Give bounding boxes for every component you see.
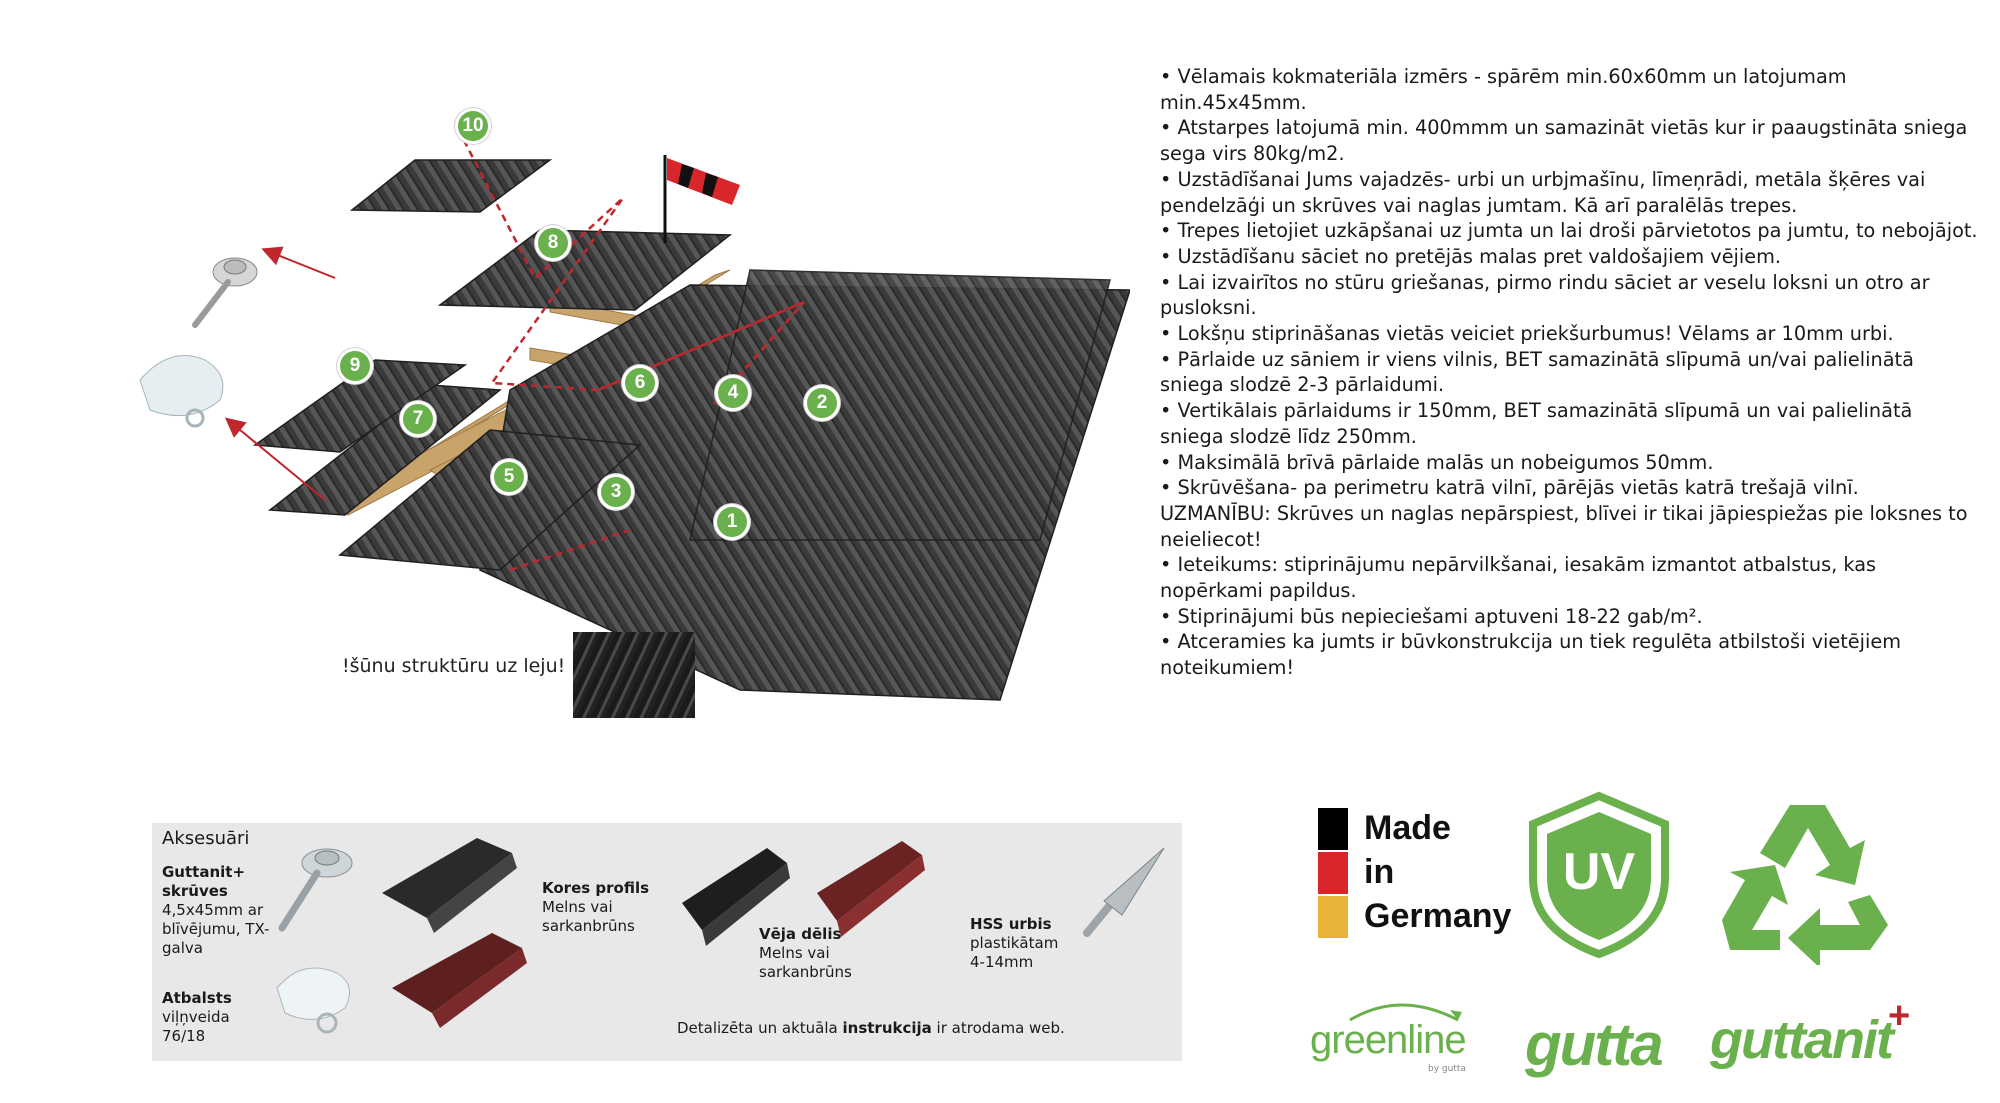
step-5: 5 xyxy=(491,459,527,495)
instruction-line: • Uzstādīšanai Jums vajadzēs- urbi un urbjmašīnu, līmeņrādi, metāla šķēres vai pendelzāģi un skrūves vai naglas jumtam. Kā arī paralēlās trepes. xyxy=(1160,167,1926,217)
roof-installation-diagram xyxy=(130,100,1130,720)
step-4: 4 xyxy=(715,375,751,411)
web-note-bold: instrukcija xyxy=(842,1019,932,1037)
guttanit-logo xyxy=(1710,995,1910,1075)
drill-description: plastikātam 4-14mm xyxy=(970,934,1059,971)
gutta-text: gutta xyxy=(1525,1011,1662,1078)
seam-orientation-note: !šūnu struktūru uz leju! xyxy=(342,655,566,677)
warning-line: UZMANĪBU: Skrūves un naglas nepārspiest, blīvei ir tikai jāpiespiežas pie loksnes to neieliecot! xyxy=(1160,501,1968,551)
guttanit-plus-icon: + xyxy=(1888,995,1911,1037)
uv-label: UV xyxy=(1562,843,1636,901)
wind-board-name: Vēja dēlis xyxy=(759,925,842,943)
recycle-icon xyxy=(1720,790,1895,965)
made-in-germany-badge xyxy=(1318,808,1518,943)
drill-name: HSS urbis xyxy=(970,915,1052,933)
ridge-brown-icon xyxy=(392,933,527,1028)
accessories-panel xyxy=(152,823,1182,1061)
flag-black-bar xyxy=(1318,808,1348,850)
instruction-line: • Atstarpes latojumā min. 400mmm un samazināt vietās kur ir paaugstināta sniega sega virs 80kg/m2. xyxy=(1160,116,1968,166)
made-in-germany-text: Made in Germany xyxy=(1364,809,1512,935)
accessories-title: Aksesuāri xyxy=(162,828,250,849)
instruction-line: • Trepes lietojiet uzkāpšanai uz jumta un lai droši pārvietotos pa jumtu, to nebojājot. xyxy=(1160,219,1978,243)
web-note-text-end: ir atrodama web. xyxy=(931,1019,1065,1037)
accessory-pointer-arrows xyxy=(228,250,335,500)
support-icon xyxy=(277,968,350,1032)
step-10: 10 xyxy=(455,108,491,144)
greenline-byline: by gutta xyxy=(1428,1064,1466,1074)
support-name: Atbalsts xyxy=(162,989,232,1007)
screw-name: Guttanit+ skrūves xyxy=(162,863,246,900)
ridge-black-icon xyxy=(382,838,517,933)
screw-illustration xyxy=(195,258,257,325)
instruction-line: • Pārlaide uz sāniem ir viens vilnis, BET samazinātā slīpumā un/vai palielinātā sniega slodzē 2-3 pārlaidumi. xyxy=(1160,347,1914,397)
support-illustration xyxy=(140,356,223,427)
instruction-line: • Skrūvēšana- pa perimetru katrā vilnī, pārējās vietās katrā trešajā vilnī. xyxy=(1160,476,1859,500)
screw-description: 4,5x45mm ar blīvējumu, TX-galva xyxy=(162,901,270,957)
ridge-description: Melns vai sarkanbrūns xyxy=(542,898,635,935)
corrugation-texture-swatch xyxy=(573,632,695,718)
web-instructions-note xyxy=(677,1019,1065,1038)
flag-red-bar xyxy=(1318,852,1348,894)
step-9: 9 xyxy=(337,348,373,384)
instruction-line: • Stiprinājumi būs nepieciešami aptuveni 18-22 gab/m². xyxy=(1160,604,1703,628)
step-1: 1 xyxy=(714,504,750,540)
web-note-text: Detalizēta un aktuāla xyxy=(677,1019,843,1037)
hss-drill-image xyxy=(1082,843,1172,943)
instruction-line: • Atceramies ka jumts ir būvkonstrukcija un tiek regulēta atbilstoši vietējiem noteikumiem! xyxy=(1160,630,1901,680)
step-8: 8 xyxy=(535,225,571,261)
instruction-line: • Vertikālais pārlaidums ir 150mm, BET samazinātā slīpumā un vai palielinātā sniega slodzē līdz 250mm. xyxy=(1160,399,1913,448)
wind-board-brown-icon xyxy=(817,841,925,937)
greenline-logo xyxy=(1310,998,1475,1078)
instruction-line: • Lokšņu stiprināšanas vietās veiciet priekšurbumus! Vēlams ar 10mm urbi. xyxy=(1160,322,1894,346)
roof-diagram-drawing xyxy=(130,100,1130,720)
step-2: 2 xyxy=(804,385,840,421)
support-description: viļņveida 76/18 xyxy=(162,1008,230,1045)
recycle-arrows-drawing xyxy=(1720,790,1895,965)
instruction-line: • Ieteikums: stiprinājumu nepārvilkšanai, iesakām izmantot atbalstus, kas nopērkami papildus. xyxy=(1160,553,1877,603)
step-7: 7 xyxy=(400,401,436,437)
step-6: 6 xyxy=(622,365,658,401)
drill-bit-icon xyxy=(1087,848,1164,933)
instruction-line: • Lai izvairītos no stūru griešanas, pirmo rindu sāciet ar veselu loksni un otro ar pusloksni. xyxy=(1160,270,1930,320)
installation-instructions xyxy=(1160,64,1980,681)
instruction-line: • Maksimālā brīvā pārlaide malās un nobeigumos 50mm. xyxy=(1160,450,1714,474)
wind-board-description: Melns vai sarkanbrūns xyxy=(759,944,852,981)
ridge-profile-images xyxy=(382,838,532,1048)
guttanit-text: guttanit xyxy=(1710,1010,1892,1070)
instruction-line: • Uzstādīšanu sāciet no pretējās malas pret valdošajiem vējiem. xyxy=(1160,244,1782,268)
gutta-logo xyxy=(1525,1008,1695,1078)
flag-gold-bar xyxy=(1318,896,1348,938)
greenline-text: greenline xyxy=(1310,1018,1466,1062)
wind-sock-icon xyxy=(665,155,740,243)
screw-icon xyxy=(282,849,352,928)
uv-protection-badge xyxy=(1525,790,1673,960)
instruction-line: • Vēlamais kokmateriāla izmērs - spārēm min.60x60mm un latojumam min.45x45mm. xyxy=(1160,65,1847,114)
step-3: 3 xyxy=(598,474,634,510)
accessory-fastener-images xyxy=(267,843,362,1053)
ridge-name: Kores profils xyxy=(542,879,650,897)
